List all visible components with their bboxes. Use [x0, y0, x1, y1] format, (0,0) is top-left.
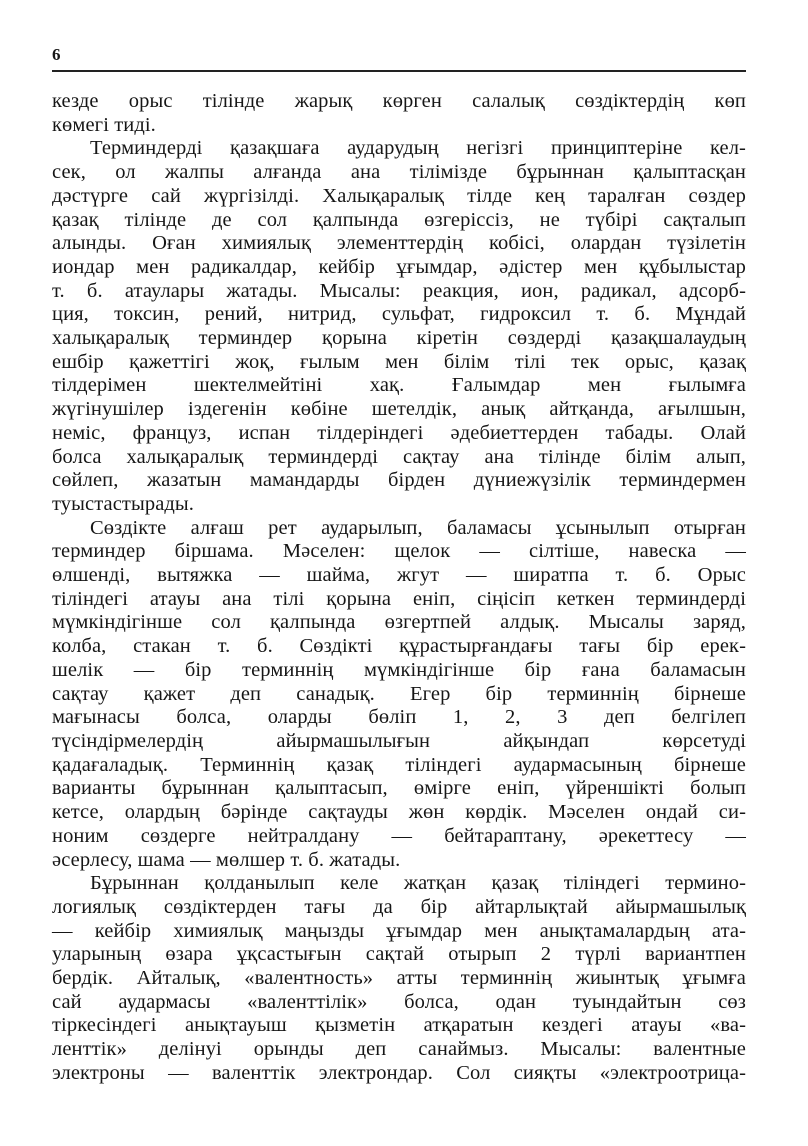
text-line: тіркесіндегі анықтауыш қызметін атқаратын кездегі атауы «ва-: [52, 1014, 746, 1037]
text-line: неміс, француз, испан тілдеріндегі әдебиеттерден табады. Олай: [52, 421, 746, 444]
text-line: Терминдерді қазақшаға аударудың негізгі принциптеріне кел-: [90, 137, 746, 160]
text-line: мүмкіндігінше сол қалпында өзгертпей алдық. Мысалы заряд,: [52, 611, 746, 634]
text-line: иондар мен радикалдар, кейбір ұғымдар, әдістер мен құбылыстар: [52, 255, 746, 278]
body-text: [52, 90, 746, 1086]
text-line: түсіндірмелердің айырмашылығын айқындап көрсетуді: [52, 729, 746, 752]
page-number: 6: [52, 45, 61, 64]
text-line: варианты бұрыннан қалыптасып, өмірге еніп, үйреншікті болып: [52, 777, 746, 800]
text-line: қазақ тілінде де сол қалпында өзгеріссіз, не түбірі сақталып: [52, 208, 746, 231]
text-line: сақтау қажет деп санадық. Егер бір терминнің бірнеше: [52, 682, 746, 705]
text-line: колба, стакан т. б. Сөздікті құрастырғандағы тағы бір ерек-: [52, 635, 746, 658]
text-line: қадағаладық. Терминнің қазақ тіліндегі аудармасының бірнеше: [52, 753, 746, 776]
text-line: ешбір қажеттігі жоқ, ғылым мен білім тілі тек орыс, қазақ: [52, 350, 746, 373]
text-line: сек, ол жалпы алғанда ана тілімізде бұрыннан қалыптасқан: [52, 161, 746, 184]
text-line: мағынасы болса, оларды бөліп 1, 2, 3 деп белгілеп: [52, 706, 746, 729]
text-line: ноним сөздерге нейтралдану — бейтараптану, әрекеттесу —: [52, 824, 746, 847]
header-rule: [52, 70, 746, 72]
text-line: терминдер біршама. Мәселен: щелок — сілтіше, навеска —: [52, 540, 746, 563]
text-line: жүгінушілер іздегенін көбіне шетелдік, анық айтқанда, ағылшын,: [52, 398, 746, 421]
text-line: ция, токсин, рений, нитрид, сульфат, гидроксил т. б. Мұндай: [52, 303, 746, 326]
text-line: сөйлеп, жазатын мамандарды бірден дүниежүзілік терминдермен: [52, 469, 746, 492]
text-line: әсерлесу, шама — мөлшер т. б. жатады.: [52, 848, 401, 871]
text-line: туыстастырады.: [52, 492, 195, 515]
text-line: ленттік» делінуі орынды деп санаймыз. Мысалы: валентные: [52, 1038, 746, 1061]
text-line: тіліндегі атауы ана тілі қорына еніп, сіңісіп кеткен терминдерді: [52, 587, 746, 610]
text-line: өлшенді, вытяжка — шайма, жгут — ширатпа т. б. Орыс: [52, 564, 746, 587]
text-line: уларының өзара ұқсастығын сақтай отырып 2 түрлі вариантпен: [52, 943, 746, 966]
text-line: халықаралық терминдер қорына кіретін сөздерді қазақшалаудың: [52, 327, 746, 350]
text-line: дәстүрге сай жүргізілді. Халықаралық тілде кең таралған сөздер: [52, 184, 746, 207]
text-line: сай аудармасы «валенттілік» болса, одан туындайтын сөз: [52, 990, 746, 1013]
text-line: кезде орыс тілінде жарық көрген салалық сөздіктердің көп: [52, 90, 746, 112]
text-line: — кейбір химиялық маңызды ұғымдар мен анықтамалардың ата-: [52, 919, 746, 942]
text-line: логиялық сөздіктерден тағы да бір айтарлықтай айырмашылық: [52, 895, 746, 918]
text-line: шелік — бір терминнің мүмкіндігінше бір ғана баламасын: [52, 658, 746, 681]
text-line: т. б. атаулары жатады. Мысалы: реакция, ион, радикал, адсорб-: [52, 279, 746, 302]
text-line: тілдерімен шектелмейтіні хақ. Ғалымдар мен ғылымға: [52, 374, 746, 397]
text-line: алынды. Оған химиялық элементтердің кобісі, олардан түзілетін: [52, 232, 746, 255]
text-line: Бұрыннан қолданылып келе жатқан қазақ тіліндегі термино-: [90, 872, 746, 895]
text-line: болса халықаралық терминдерді сақтау ана тілінде білім алып,: [52, 445, 746, 468]
text-line: кетсе, олардың бәрінде сақтауды жөн көрдік. Мәселен ондай си-: [52, 801, 746, 824]
text-line: Сөздікте алғаш рет аударылып, баламасы ұсынылып отырған: [90, 516, 746, 539]
text-line: бердік. Айталық, «валентность» атты терминнің жиынтық ұғымға: [52, 967, 746, 990]
text-line: электроны — валенттік электрондар. Сол сияқты «электроотрица-: [52, 1061, 746, 1084]
text-line: көмегі тиді.: [52, 113, 156, 136]
